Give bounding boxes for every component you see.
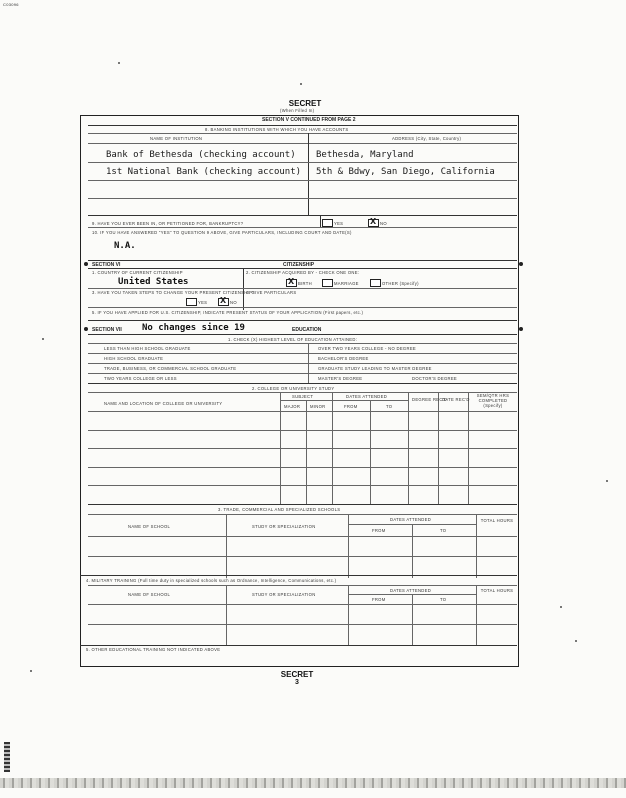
section5-title: SECTION V CONTINUED FROM PAGE 2 (262, 117, 356, 123)
page-number: 3 (295, 679, 299, 686)
birth-checkbox[interactable] (286, 279, 297, 287)
college-col-dates: DATES ATTENDED (346, 394, 388, 399)
banking-label: 8. BANKING INSTITUTIONS WITH WHICH YOU HAVE ACCOUNTS (205, 127, 349, 132)
q9-label: 9. HAVE YOU EVER BEEN IN, OR PETITIONED FOR, BANKRUPTCY? (92, 221, 244, 226)
scan-bottom-strip (0, 778, 626, 788)
college-col-from: FROM (344, 404, 358, 409)
level-left-4: TWO YEARS COLLEGE OR LESS (104, 376, 177, 381)
education-q5-label: 5. OTHER EDUCATIONAL TRAINING NOT INDICATED ABOVE (86, 647, 221, 652)
military-col-to: TO (440, 597, 447, 602)
level-right-3: GRADUATE STUDY LEADING TO MASTER DEGREE (318, 366, 432, 371)
school-col-name: NAME OF SCHOOL (128, 524, 171, 529)
other-checkbox[interactable] (370, 279, 381, 287)
birth-label: BIRTH (298, 281, 312, 286)
q9-yes-label: YES (334, 221, 344, 226)
bank-1-address: Bethesda, Maryland (316, 150, 414, 160)
citizenship-q1-label: 1. COUNTRY OF CURRENT CITIZENSHIP (92, 270, 183, 275)
section7-label: SECTION VII (92, 327, 122, 333)
q9-no-checkbox[interactable] (368, 219, 379, 227)
citizenship-q2-label: 2. CITIZENSHIP ACQUIRED BY - CHECK ONE ONE: (246, 270, 360, 275)
school-col-from: FROM (372, 528, 386, 533)
school-col-total: TOTAL HOURS (480, 518, 514, 523)
col-address: ADDRESS (City, State, Country) (392, 136, 462, 141)
q3-yes-label: YES (198, 300, 208, 305)
college-col-hours: SEM/QTR HRS COMPLETED (Specify) (476, 393, 510, 408)
document-id: C03096 (3, 2, 19, 7)
education-q1-label: 1. CHECK (X) HIGHEST LEVEL OF EDUCATION ATTAINED: (228, 337, 358, 342)
section7-title: EDUCATION (292, 327, 322, 333)
marriage-checkbox[interactable] (322, 279, 333, 287)
level-right-4: MASTER'S DEGREE (318, 376, 363, 381)
bank-2-name: 1st National Bank (checking account) (106, 167, 302, 177)
marriage-label: MARRIAGE (334, 281, 359, 286)
other-label: OTHER (Specify) (382, 281, 419, 286)
education-q4-label: 4. MILITARY TRAINING (Full time duty in specialized schools such as Ordnance, Intelligence, Communications, etc.) (86, 578, 337, 583)
q9-yes-checkbox[interactable] (322, 219, 333, 227)
citizenship-q5-label: 5. IF YOU HAVE APPLIED FOR U.S. CITIZENSHIP, INDICATE PRESENT STATUS OF YOUR APPLICATION (First papers, etc.) (92, 310, 364, 315)
bank-1-name: Bank of Bethesda (checking account) (106, 150, 296, 160)
classification-bottom: SECRET (280, 670, 314, 679)
q10-answer: N.A. (114, 241, 136, 251)
level-left-2: HIGH SCHOOL GRADUATE (104, 356, 164, 361)
military-col-from: FROM (372, 597, 386, 602)
q3-no-checkbox[interactable] (218, 298, 229, 306)
scan-edge-mark (4, 742, 10, 772)
college-col-degree: DEGREE REC'D (412, 397, 448, 402)
education-q2-label: 2. COLLEGE OR UNIVERSITY STUDY (252, 386, 335, 391)
citizenship-country: United States (118, 277, 189, 287)
college-col-major: MAJOR (284, 404, 301, 409)
citizenship-q4-label: 4. GIVE PARTICULARS (246, 290, 297, 295)
classification-top: SECRET (288, 99, 322, 108)
education-q3-label: 3. TRADE, COMMERCIAL AND SPECIALIZED SCHOOLS (218, 507, 341, 512)
college-col-to: TO (386, 404, 393, 409)
military-col-total: TOTAL HOURS (480, 588, 514, 593)
bank-2-address: 5th & Bdwy, San Diego, California (316, 167, 495, 177)
military-col-study: STUDY OR SPECIALIZATION (252, 592, 316, 597)
citizenship-q3-label: 3. HAVE YOU TAKEN STEPS TO CHANGE YOUR PRESENT CITIZENSHIP? (92, 290, 255, 295)
level-right-1: OVER TWO YEARS COLLEGE - NO DEGREE (318, 346, 417, 351)
college-col-minor: MINOR (310, 404, 326, 409)
college-col-subject: SUBJECT (292, 394, 314, 399)
section6-label: SECTION VI (92, 262, 121, 268)
col-institution: NAME OF INSTITUTION (150, 136, 203, 141)
level-right-2: BACHELOR'S DEGREE (318, 356, 369, 361)
school-col-dates: DATES ATTENDED (390, 517, 432, 522)
school-col-study: STUDY OR SPECIALIZATION (252, 524, 316, 529)
military-col-dates: DATES ATTENDED (390, 588, 432, 593)
college-col-name: NAME AND LOCATION OF COLLEGE OR UNIVERSITY (104, 401, 223, 406)
q3-yes-checkbox[interactable] (186, 298, 197, 306)
level-left-1: LESS THAN HIGH SCHOOL GRADUATE (104, 346, 191, 351)
q10-label: 10. IF YOU HAVE ANSWERED "YES" TO QUESTION 9 ABOVE, GIVE PARTICULARS, INCLUDING COURT AND DATE(S) (92, 230, 352, 235)
level-left-3: TRADE, BUSINESS, OR COMMERCIAL SCHOOL GRADUATE (104, 366, 237, 371)
section6-title: CITIZENSHIP (283, 262, 315, 268)
q3-no-label: NO (230, 300, 237, 305)
level-right-5: DOCTOR'S DEGREE (412, 376, 458, 381)
section7-typed-note: No changes since 19 (142, 323, 245, 333)
filled-note: (When Filled In) (280, 108, 315, 113)
q9-no-label: NO (380, 221, 387, 226)
school-col-to: TO (440, 528, 447, 533)
college-col-date: DATE REC'D (442, 397, 470, 402)
military-col-name: NAME OF SCHOOL (128, 592, 171, 597)
